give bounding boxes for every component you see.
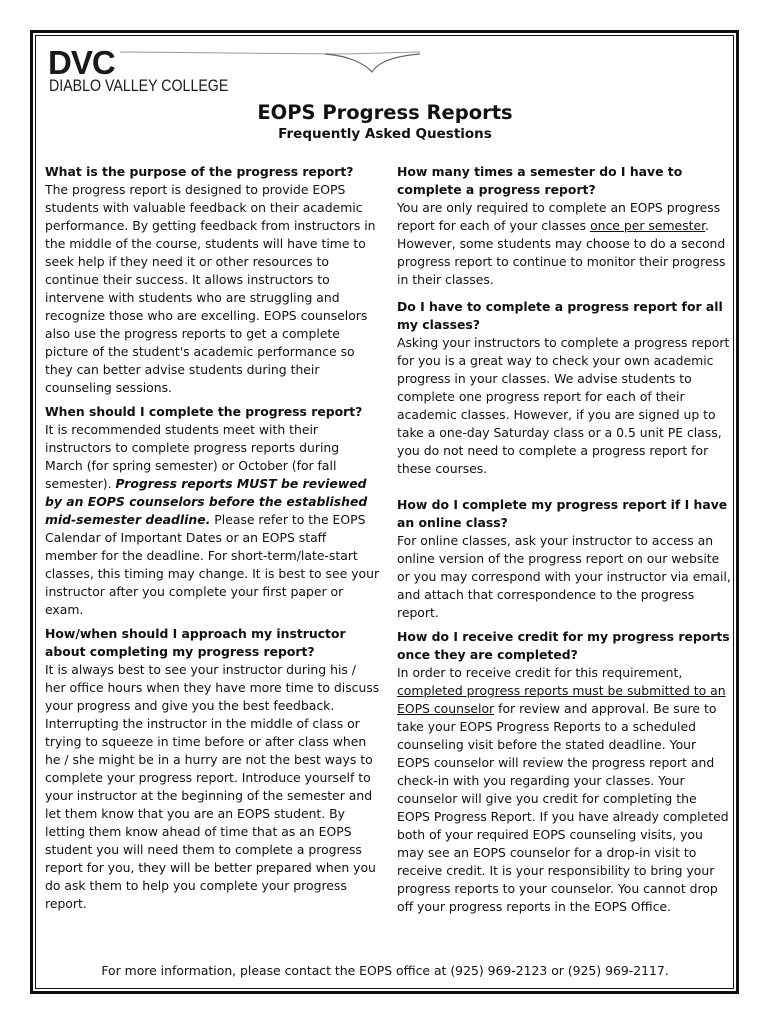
faq-answer: Asking your instructors to complete a progress report for you is a great way to check your own academic progress in your classes. We advise students to complete one progress report for each of their academic classes. However, if you are signed up to take a one-day Saturday class or a 0.5 unit PE class, you do not need to complete a progress report for these courses.: [397, 335, 730, 476]
page-subtitle: Frequently Asked Questions: [278, 126, 492, 142]
faq-question: How do I receive credit for my progress reports once they are completed?: [397, 629, 730, 662]
faq-answer-text: for review and approval. Be sure to take your EOPS Progress Reports to a scheduled counseling visit before the stated deadline. Your EOPS counselor will review the progress report and check-in with you regarding your classes. Your counselor will give you credit for completing the EOPS Progress Report. If you have already completed both of your required EOPS counseling visits, you may see an EOPS counselor for a drop-in visit to receive credit. It is your responsibility to bring your progress reports to your counselor. You cannot drop off your progress reports in the EOPS Office.: [397, 701, 729, 914]
faq-question: Do I have to complete a progress report for all my classes?: [397, 299, 723, 332]
faq-answer-text: In order to receive credit for this requirement,: [397, 665, 683, 680]
faq-question: How/when should I approach my instructor about completing my progress report?: [45, 626, 346, 659]
left-column: [45, 163, 380, 919]
faq-question: How do I complete my progress report if I have an online class?: [397, 497, 728, 530]
dvc-logo: [48, 44, 378, 100]
faq-how-many: [397, 163, 732, 289]
logo-swoosh-icon: [120, 50, 420, 80]
faq-purpose: [45, 163, 380, 397]
faq-credit: [397, 628, 732, 916]
faq-question: How many times a semester do I have to complete a progress report?: [397, 164, 683, 197]
faq-answer: For online classes, ask your instructor to access an online version of the progress report on our website or you may correspond with your instructor via email, and attach that correspondence to the progress report.: [397, 533, 731, 620]
deadline-emphasis: Progress reports MUST be reviewed by an EOPS counselors before the established mid-semester deadline.: [45, 476, 368, 527]
faq-answer: [45, 421, 380, 619]
faq-question: When should I complete the progress report?: [45, 404, 363, 419]
faq-online: [397, 496, 732, 622]
faq-answer: [397, 199, 732, 289]
logo-college-name: DIABLO VALLEY COLLEGE: [49, 77, 229, 95]
faq-answer-text: You are only required to complete an EOPS progress report for each of your classes: [397, 200, 721, 233]
page-title: EOPS Progress Reports: [257, 101, 513, 124]
faq-answer-text: Please refer to the EOPS Calendar of Important Dates or an EOPS staff member for the deadline. For short-term/late-start classes, this timing may change. It is best to see your instructor after you complete your first paper or exam.: [45, 512, 380, 617]
faq-answer: The progress report is designed to provide EOPS students with valuable feedback on their academic performance. By getting feedback from instructors in the middle of the course, students will have time to seek help if they need it or other resources to continue their success. It allows instructors to intervene with students who are struggling and recognize those who are excelling. EOPS counselors also use the progress reports to get a complete picture of the student's academic performance so they can better advise students during their counseling sessions.: [45, 182, 376, 395]
faq-question: What is the purpose of the progress report?: [45, 164, 354, 179]
logo-abbreviation: DVC: [48, 44, 115, 81]
right-column: [397, 163, 732, 922]
faq-when: [45, 403, 380, 619]
underlined-text: once per semester: [590, 218, 706, 233]
faq-answer: It is always best to see your instructor during his / her office hours when they have more time to discuss your progress and give you the best feedback. Interrupting the instructor in the middle of class or trying to squeeze in time before or after class when he / she might be in a hurry are not the best ways to complete your progress report. Introduce yourself to your instructor at the beginning of the semester and let them know that you are an EOPS student. By letting them know ahead of time that as an EOPS student you will need them to complete a progress report for you, they will be better prepared when you do ask them to help you complete your progress report.: [45, 662, 380, 911]
faq-answer-text: . However, some students may choose to do a second progress report to continue to monitor their progress in their classes.: [397, 218, 726, 287]
faq-answer: [397, 664, 732, 916]
underlined-text: completed progress reports must be submitted to an EOPS counselor: [397, 683, 726, 716]
faq-approach: [45, 625, 380, 913]
contact-footer: For more information, please contact the EOPS office at (925) 969-2123 or (925) 969-2117.: [101, 963, 669, 978]
faq-all-classes: [397, 298, 732, 478]
faq-answer-text: It is recommended students meet with their instructors to complete progress reports during March (for spring semester) or October (for fall semester).: [45, 422, 340, 491]
